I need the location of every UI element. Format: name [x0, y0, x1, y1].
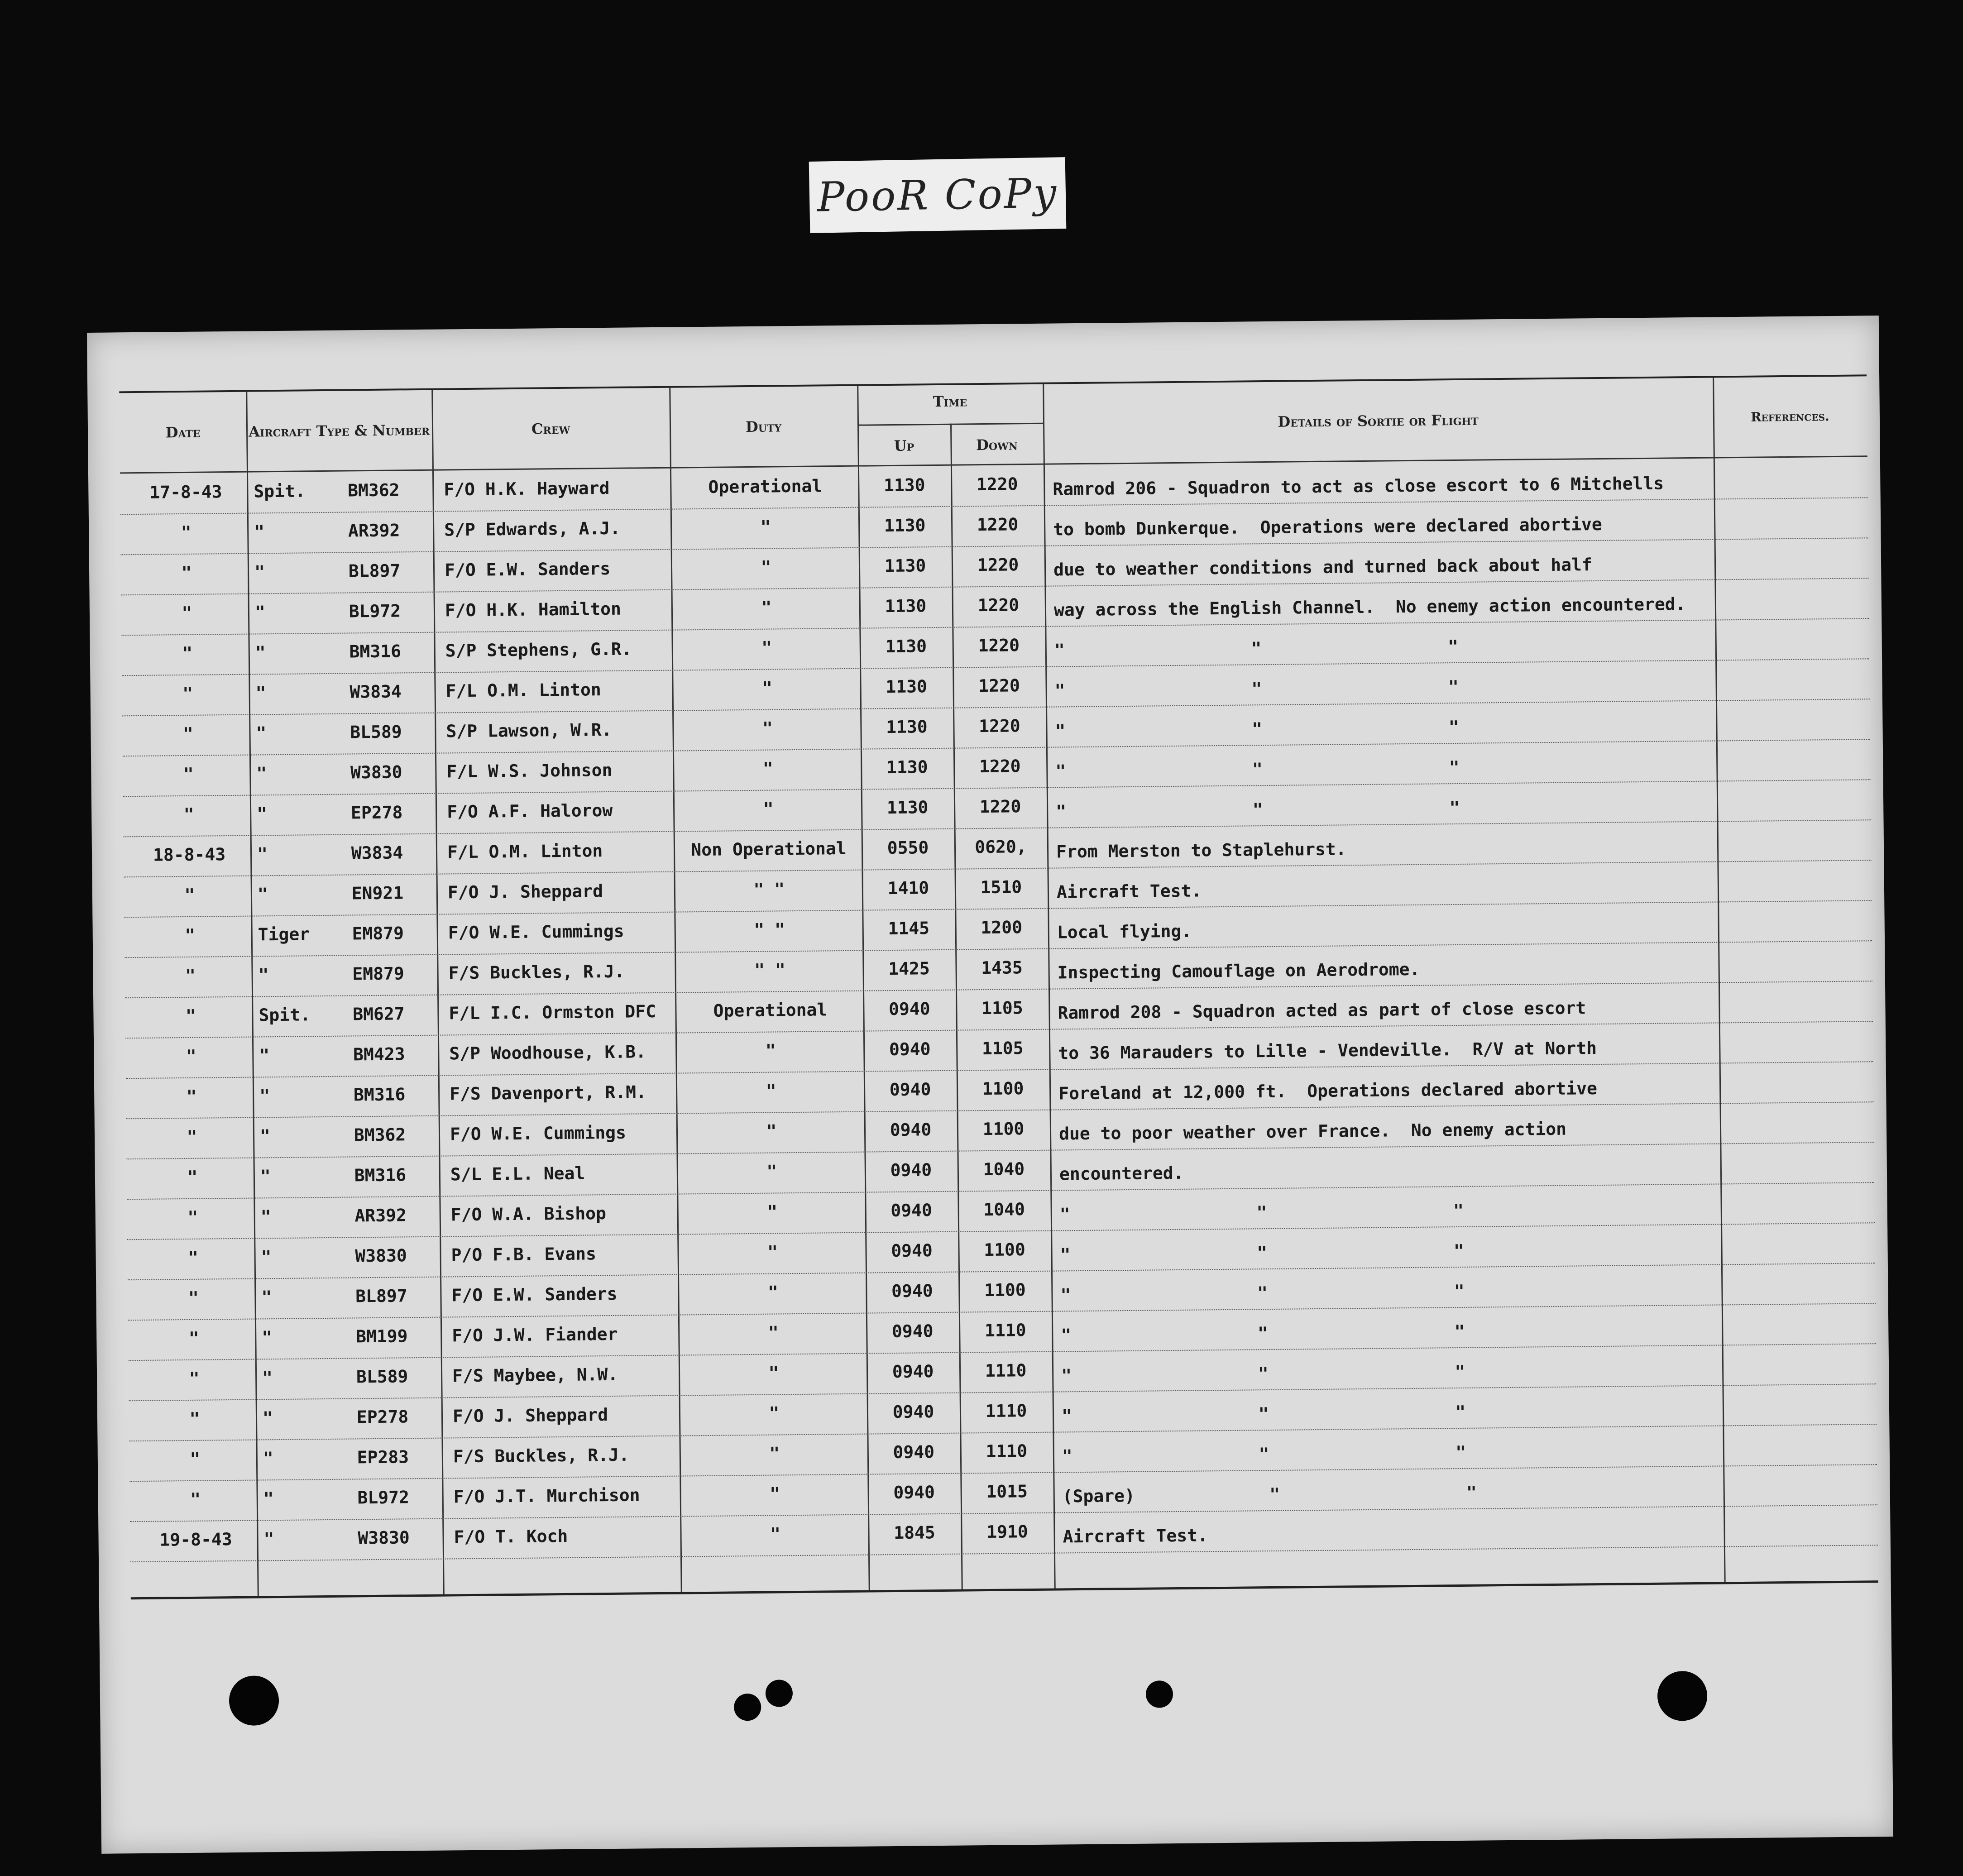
header-date: Date	[165, 423, 201, 441]
time-down-cell: 1100	[984, 1240, 1025, 1260]
date-cell: "	[185, 965, 196, 986]
references-cell	[1726, 1272, 1871, 1273]
references-cell	[1728, 1433, 1872, 1434]
aircraft-type-cell: Tiger	[258, 924, 310, 945]
aircraft-type-cell: "	[262, 1368, 273, 1388]
aircraft-type-cell: "	[257, 844, 268, 864]
aircraft-number-cell: EP278	[350, 802, 403, 823]
header-duty: Duty	[745, 417, 782, 436]
duty-cell: "	[763, 799, 774, 819]
duty-cell: "	[769, 1443, 780, 1464]
duty-cell: " "	[754, 919, 785, 940]
aircraft-number-cell: BM316	[353, 1084, 406, 1105]
time-down-cell: 1110	[985, 1401, 1027, 1421]
aircraft-number-cell: BM316	[349, 641, 402, 662]
crew-cell: F/S Buckles, R.J.	[453, 1445, 629, 1467]
duty-cell: "	[766, 1121, 777, 1141]
aircraft-number-cell: BM423	[353, 1044, 405, 1065]
date-cell: "	[181, 562, 192, 583]
time-up-cell: 1130	[886, 757, 928, 778]
aircraft-type-cell: "	[254, 562, 265, 582]
details-line: Ramrod 206 - Squadron to act as close escort to 6 Mitchells	[1053, 473, 1664, 499]
references-cell	[1719, 546, 1864, 548]
references-cell	[1727, 1352, 1872, 1354]
header-time-down: Down	[976, 436, 1018, 454]
date-cell: "	[190, 1449, 201, 1469]
crew-cell: F/O A.F. Halorow	[446, 800, 613, 822]
aircraft-number-cell: EP278	[356, 1407, 409, 1427]
time-down-cell: 1220	[977, 514, 1019, 535]
punch-hole	[229, 1675, 279, 1726]
time-up-cell: 1130	[883, 475, 925, 496]
aircraft-type-cell: "	[260, 1206, 271, 1227]
duty-cell: Non Operational	[691, 838, 847, 860]
time-down-cell: 1220	[977, 555, 1019, 575]
date-cell: "	[186, 1086, 197, 1106]
aircraft-type-cell: "	[257, 884, 268, 904]
crew-cell: F/L W.S. Johnson	[446, 760, 613, 782]
references-cell	[1728, 1473, 1872, 1474]
details-line: Ramrod 208 - Squadron acted as part of close escort	[1058, 998, 1586, 1023]
duty-cell: "	[768, 1322, 779, 1343]
duty-cell: Operational	[713, 1000, 828, 1021]
crew-cell: F/O W.E. Cummings	[448, 921, 624, 943]
aircraft-type-cell: "	[259, 1045, 270, 1066]
date-cell: 17-8-43	[149, 482, 222, 502]
details-line: due to poor weather over France. No enemy action	[1058, 1119, 1567, 1144]
references-cell	[1725, 1231, 1870, 1233]
aircraft-number-cell: BL589	[356, 1366, 408, 1387]
time-down-cell: 1910	[986, 1522, 1028, 1542]
details-line: " " "	[1061, 1321, 1465, 1345]
date-cell: "	[189, 1368, 200, 1388]
aircraft-number-cell: BM627	[353, 1004, 405, 1024]
duty-cell: "	[767, 1242, 778, 1262]
time-up-cell: 0940	[893, 1482, 935, 1503]
time-up-cell: 0940	[893, 1442, 935, 1463]
references-cell	[1723, 990, 1868, 991]
aircraft-type-cell: "	[254, 602, 266, 622]
references-cell	[1720, 667, 1865, 669]
references-cell	[1721, 748, 1866, 749]
crew-cell: F/S Maybee, N.W.	[452, 1364, 618, 1386]
details-line: Aircraft Test.	[1063, 1525, 1208, 1547]
time-up-cell: 0940	[891, 1240, 933, 1261]
time-down-cell: 1105	[982, 1038, 1024, 1059]
aircraft-number-cell: BL972	[357, 1487, 410, 1508]
aircraft-type-cell: Spit.	[259, 1005, 311, 1025]
aircraft-number-cell: BM199	[355, 1326, 408, 1347]
poor-copy-text: PooR CoPy	[817, 169, 1058, 221]
references-cell	[1725, 1191, 1870, 1192]
aircraft-type-cell: "	[261, 1247, 272, 1267]
details-line: From Merston to Staplehurst.	[1056, 839, 1346, 862]
date-cell: "	[185, 925, 196, 945]
details-line: " " "	[1055, 757, 1460, 781]
aircraft-number-cell: BM362	[354, 1125, 406, 1145]
duty-cell: "	[761, 637, 772, 658]
crew-cell: F/S Davenport, R.M.	[449, 1082, 647, 1104]
aircraft-type-cell: "	[261, 1287, 272, 1307]
time-up-cell: 0940	[891, 1281, 933, 1302]
crew-cell: F/O H.K. Hayward	[444, 478, 610, 500]
time-up-cell: 0940	[888, 999, 930, 1019]
aircraft-type-cell: "	[262, 1408, 273, 1428]
header-references: References.	[1751, 408, 1829, 425]
date-cell: "	[183, 764, 194, 785]
aircraft-type-cell: "	[255, 642, 266, 663]
references-cell	[1726, 1312, 1871, 1313]
time-up-cell: 1845	[894, 1522, 935, 1543]
crew-cell: F/O W.A. Bishop	[450, 1203, 607, 1225]
aircraft-number-cell: BL897	[348, 560, 401, 581]
duty-cell: "	[766, 1161, 777, 1182]
date-cell: "	[187, 1247, 199, 1268]
time-up-cell: 1130	[886, 717, 928, 737]
time-down-cell: 1110	[984, 1320, 1026, 1341]
crew-cell: S/P Lawson, W.R.	[446, 719, 612, 742]
crew-cell: F/L O.M. Linton	[445, 680, 602, 701]
crew-cell: F/L I.C. Ormston DFC	[449, 1001, 656, 1024]
operations-record-sheet	[87, 316, 1893, 1854]
time-down-cell: 1105	[981, 998, 1023, 1019]
time-up-cell: 0940	[892, 1361, 934, 1382]
duty-cell: "	[762, 718, 773, 738]
header-crew: Crew	[531, 420, 570, 438]
aircraft-type-cell: "	[257, 804, 268, 824]
aircraft-type-cell: "	[260, 1166, 271, 1187]
time-up-cell: 1130	[884, 515, 926, 536]
time-up-cell: 1130	[886, 797, 929, 818]
time-down-cell: 1220	[979, 756, 1021, 777]
time-down-cell: 1220	[978, 675, 1020, 696]
date-cell: "	[188, 1287, 199, 1308]
punch-hole	[1146, 1680, 1173, 1708]
time-up-cell: 1130	[885, 596, 927, 617]
details-line: Inspecting Camouflage on Aerodrome.	[1057, 959, 1420, 983]
date-cell: 19-8-43	[159, 1529, 232, 1550]
aircraft-number-cell: BL897	[355, 1286, 407, 1306]
details-line: to bomb Dunkerque. Operations were declared abortive	[1053, 514, 1602, 540]
aircraft-number-cell: BM316	[354, 1165, 407, 1186]
time-up-cell: 0940	[889, 1079, 931, 1100]
date-cell: "	[187, 1207, 198, 1227]
aircraft-number-cell: W3830	[355, 1245, 407, 1266]
details-line: " " "	[1054, 676, 1459, 701]
details-line: " " "	[1060, 1240, 1465, 1265]
crew-cell: F/O H.K. Hamilton	[445, 598, 622, 621]
aircraft-number-cell: BL972	[349, 601, 401, 622]
time-down-cell: 1435	[981, 957, 1023, 978]
date-cell: 18-8-43	[153, 844, 226, 865]
references-cell	[1719, 627, 1864, 628]
time-up-cell: 0550	[887, 838, 929, 858]
time-down-cell: 0620,	[975, 837, 1027, 857]
duty-cell: "	[768, 1363, 779, 1383]
duty-cell: "	[761, 678, 773, 698]
details-line: " " "	[1054, 636, 1459, 660]
punch-hole	[734, 1694, 761, 1721]
time-up-cell: 0940	[890, 1120, 932, 1140]
aircraft-number-cell: W3830	[358, 1527, 410, 1548]
references-cell	[1723, 949, 1867, 951]
crew-cell: F/O J. Sheppard	[452, 1405, 608, 1426]
date-cell: "	[187, 1167, 198, 1187]
header-time-up: Up	[894, 437, 914, 455]
time-up-cell: 1130	[885, 636, 927, 657]
duty-cell: "	[767, 1201, 778, 1222]
details-line: Local flying.	[1057, 921, 1192, 943]
details-line: " " "	[1056, 797, 1460, 822]
details-line: encountered.	[1059, 1163, 1184, 1184]
references-cell	[1718, 466, 1863, 467]
time-down-cell: 1220	[978, 716, 1020, 737]
details-line: " " "	[1055, 717, 1459, 741]
time-down-cell: 1200	[981, 917, 1023, 938]
aircraft-type-cell: "	[256, 763, 267, 784]
header-aircraft: Aircraft Type & Number	[249, 421, 430, 440]
references-cell	[1724, 1070, 1869, 1072]
details-line: " " "	[1060, 1281, 1465, 1305]
aircraft-number-cell: BL589	[350, 722, 402, 742]
duty-cell: Operational	[708, 476, 823, 497]
duty-cell: " "	[753, 879, 785, 900]
header-time: Time	[933, 392, 967, 411]
date-cell: "	[182, 643, 193, 664]
crew-cell: S/P Stephens, G.R.	[445, 639, 632, 661]
aircraft-type-cell: "	[256, 723, 267, 743]
aircraft-number-cell: BM362	[347, 480, 400, 501]
references-cell	[1728, 1513, 1873, 1515]
details-line: " " "	[1059, 1200, 1464, 1225]
duty-cell: "	[766, 1081, 776, 1101]
sortie-table	[119, 374, 1878, 1599]
aircraft-number-cell: W3834	[351, 842, 403, 863]
duty-cell: "	[765, 1040, 776, 1061]
aircraft-type-cell: "	[259, 1126, 271, 1146]
aircraft-number-cell: AR392	[354, 1205, 407, 1226]
details-line: Aircraft Test.	[1056, 881, 1202, 902]
references-cell	[1727, 1393, 1872, 1394]
crew-cell: S/P Edwards, A.J.	[444, 518, 621, 540]
date-cell: "	[188, 1328, 199, 1348]
duty-cell: "	[770, 1524, 781, 1544]
aircraft-number-cell: W3834	[350, 681, 402, 702]
aircraft-type-cell: "	[263, 1448, 273, 1469]
aircraft-type-cell: "	[255, 683, 266, 703]
time-down-cell: 1100	[982, 1119, 1025, 1139]
time-down-cell: 1220	[978, 635, 1020, 656]
aircraft-number-cell: EN921	[351, 883, 404, 904]
time-down-cell: 1100	[984, 1280, 1026, 1301]
references-cell	[1719, 587, 1864, 588]
date-cell: "	[182, 683, 193, 704]
punch-hole	[766, 1680, 793, 1707]
date-cell: "	[181, 522, 192, 543]
aircraft-type-cell: "	[258, 965, 269, 985]
duty-cell: "	[770, 1484, 780, 1504]
references-cell	[1722, 828, 1867, 830]
time-up-cell: 0940	[891, 1321, 934, 1342]
time-down-cell: 1110	[986, 1441, 1028, 1462]
crew-cell: F/L O.M. Linton	[447, 841, 603, 862]
time-up-cell: 0940	[891, 1200, 933, 1221]
duty-cell: "	[767, 1282, 779, 1302]
time-down-cell: 1040	[983, 1199, 1025, 1220]
aircraft-type-cell: "	[259, 1086, 270, 1106]
duty-cell: "	[760, 517, 771, 537]
crew-cell: F/O J.W. Fiander	[452, 1324, 618, 1346]
details-line: due to weather conditions and turned back about half	[1053, 555, 1592, 580]
duty-cell: "	[769, 1403, 780, 1423]
time-up-cell: 0940	[892, 1402, 934, 1422]
date-cell: "	[182, 723, 194, 744]
time-down-cell: 1220	[977, 595, 1020, 616]
date-cell: "	[189, 1408, 200, 1429]
crew-cell: F/S Buckles, R.J.	[448, 961, 625, 983]
aircraft-number-cell: EM879	[352, 923, 404, 944]
time-down-cell: 1100	[982, 1078, 1024, 1099]
time-up-cell: 1130	[886, 676, 928, 697]
date-cell: "	[186, 1046, 196, 1066]
aircraft-number-cell: EP283	[357, 1447, 409, 1468]
time-down-cell: 1220	[979, 796, 1021, 817]
time-up-cell: 0940	[890, 1160, 932, 1181]
references-cell	[1719, 506, 1863, 507]
poor-copy-label	[809, 157, 1067, 233]
aircraft-number-cell: EM879	[352, 963, 405, 984]
punch-hole	[1657, 1671, 1708, 1721]
time-up-cell: 1145	[888, 918, 930, 939]
aircraft-type-cell: "	[262, 1327, 273, 1348]
crew-cell: F/O T. Koch	[454, 1526, 568, 1547]
time-down-cell: 1015	[986, 1481, 1028, 1502]
crew-cell: F/O W.E. Cummings	[450, 1122, 627, 1144]
references-cell	[1721, 788, 1866, 790]
time-up-cell: 1130	[884, 555, 926, 576]
details-line: way across the English Channel. No enemy action encountered.	[1053, 594, 1686, 620]
aircraft-type-cell: "	[254, 522, 265, 542]
duty-cell: "	[761, 557, 771, 577]
aircraft-number-cell: AR392	[348, 520, 400, 541]
time-down-cell: 1220	[976, 474, 1018, 495]
aircraft-number-cell: W3830	[350, 762, 402, 783]
date-cell: "	[187, 1126, 197, 1147]
aircraft-type-cell: "	[263, 1488, 274, 1509]
date-cell: "	[190, 1489, 201, 1509]
crew-cell: F/O E.W. Sanders	[451, 1283, 618, 1306]
references-cell	[1725, 1151, 1870, 1152]
header-details: Details of Sortie or Flight	[1278, 411, 1479, 431]
date-cell: "	[185, 1005, 196, 1026]
aircraft-type-cell: "	[263, 1529, 274, 1549]
crew-cell: F/O J. Sheppard	[447, 881, 603, 903]
crew-cell: F/O E.W. Sanders	[444, 558, 611, 580]
duty-cell: "	[762, 758, 773, 779]
details-line: " " "	[1061, 1361, 1465, 1386]
date-cell: "	[182, 603, 192, 623]
crew-cell: P/O F.B. Evans	[451, 1244, 597, 1265]
references-cell	[1724, 1030, 1868, 1031]
time-down-cell: 1040	[983, 1159, 1025, 1180]
date-cell: "	[183, 804, 194, 824]
crew-cell: S/P Woodhouse, K.B.	[449, 1042, 646, 1064]
details-line: " " "	[1062, 1442, 1466, 1466]
references-cell	[1722, 909, 1867, 910]
references-cell	[1720, 708, 1865, 709]
details-line: " " "	[1061, 1402, 1466, 1426]
time-up-cell: 1410	[887, 878, 929, 899]
details-line: Foreland at 12,000 ft. Operations declared abortive	[1058, 1078, 1598, 1104]
date-cell: "	[184, 885, 195, 905]
crew-cell: S/L E.L. Neal	[450, 1163, 585, 1185]
duty-cell: " "	[754, 960, 786, 980]
references-cell	[1722, 869, 1867, 870]
references-cell	[1724, 1110, 1869, 1112]
time-down-cell: 1110	[985, 1360, 1027, 1381]
duty-cell: "	[761, 597, 772, 617]
details-line: to 36 Marauders to Lille - Vendeville. R/V at North	[1058, 1038, 1597, 1063]
details-line: (Spare) " "	[1062, 1482, 1477, 1507]
time-down-cell: 1510	[980, 877, 1022, 898]
crew-cell: F/O J.T. Murchison	[453, 1485, 640, 1507]
time-up-cell: 1425	[888, 958, 930, 979]
aircraft-type-cell: Spit.	[254, 481, 306, 502]
time-up-cell: 0940	[889, 1039, 931, 1060]
